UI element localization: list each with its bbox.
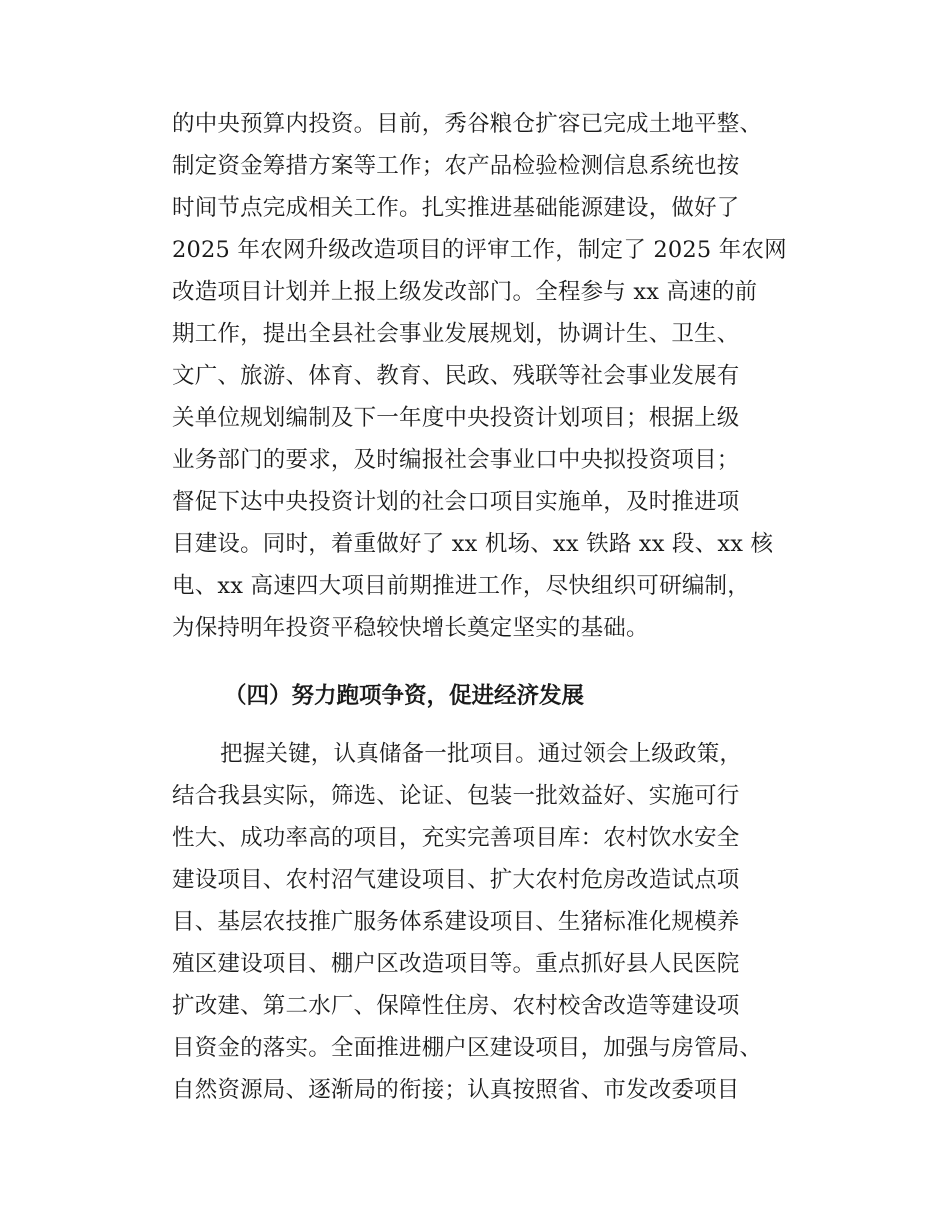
paragraph-line: 把握关键，认真储备一批项目。通过领会上级政策， [220, 741, 743, 767]
paragraph-line: 目建设。同时，着重做好了 xx 机场、xx 铁路 xx 段、xx 核 [172, 531, 774, 557]
paragraph-line: 的中央预算内投资。目前，秀谷粮仓扩容已完成土地平整、 [172, 111, 763, 137]
paragraph-line: 扩改建、第二水厂、保障性住房、农村校舍改造等建设项 [172, 993, 740, 1019]
paragraph-line: 期工作，提出全县社会事业发展规划，协调计生、卫生、 [172, 321, 740, 347]
paragraph-line: 为保持明年投资平稳较快增长奠定坚实的基础。 [172, 615, 649, 641]
paragraph-line: 文广、旅游、体育、教育、民政、残联等社会事业发展有 [172, 363, 740, 389]
paragraph-line: 目、基层农技推广服务体系建设项目、生猪标准化规模养 [172, 909, 740, 935]
paragraph-line: 督促下达中央投资计划的社会口项目实施单，及时推进项 [172, 489, 740, 515]
paragraph-line: 时间节点完成相关工作。扎实推进基础能源建设，做好了 [172, 195, 740, 221]
paragraph-line: 电、xx 高速四大项目前期推进工作，尽快组织可研编制， [172, 573, 750, 599]
paragraph-line: 殖区建设项目、棚户区改造项目等。重点抓好县人民医院 [172, 951, 740, 977]
paragraph-line: 性大、成功率高的项目，充实完善项目库：农村饮水安全 [172, 825, 740, 851]
paragraph-line: 目资金的落实。全面推进棚户区建设项目，加强与房管局、 [172, 1035, 763, 1061]
paragraph-line: 制定资金筹措方案等工作；农产品检验检测信息系统也按 [172, 153, 740, 179]
paragraph-line: 建设项目、农村沼气建设项目、扩大农村危房改造试点项 [172, 867, 740, 893]
paragraph-line: 结合我县实际，筛选、论证、包装一批效益好、实施可行 [172, 783, 740, 809]
paragraph-line: 2025 年农网升级改造项目的评审工作，制定了 2025 年农网 [172, 237, 787, 263]
paragraph-line: 关单位规划编制及下一年度中央投资计划项目；根据上级 [172, 405, 740, 431]
paragraph-line: 业务部门的要求，及时编报社会事业口中央拟投资项目； [172, 447, 740, 473]
paragraph-line: 改造项目计划并上报上级发改部门。全程参与 xx 高速的前 [172, 279, 758, 305]
section-heading: （四）努力跑项争资，促进经济发展 [224, 683, 585, 709]
paragraph-line: 自然资源局、逐渐局的衔接；认真按照省、市发改委项目 [172, 1077, 740, 1103]
